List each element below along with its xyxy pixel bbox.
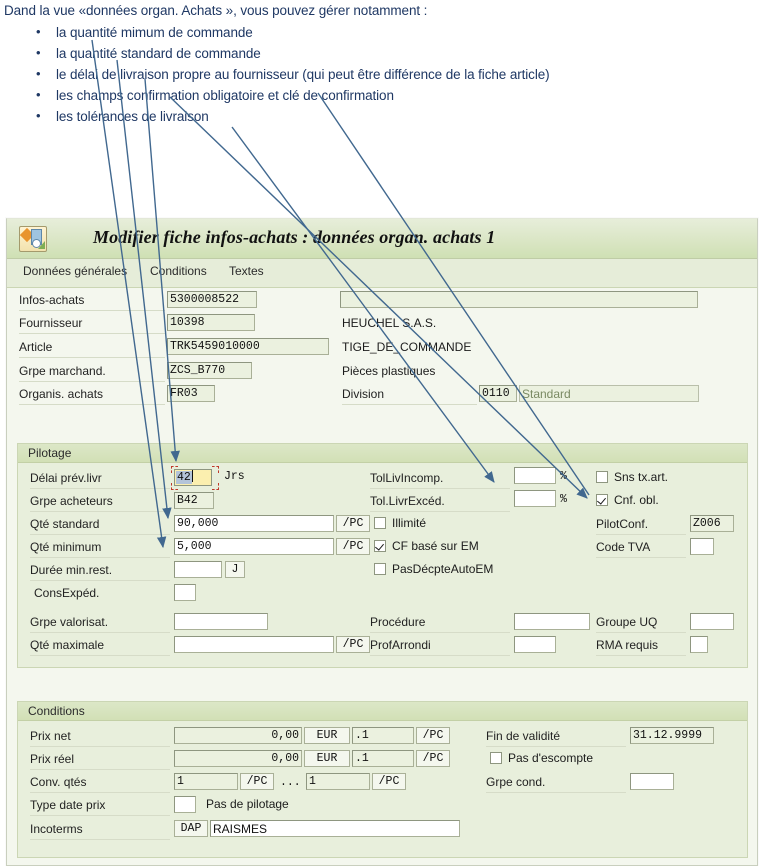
label-grpe-valorisat: Grpe valorisat. [30, 615, 109, 629]
checkbox-illimite[interactable] [374, 517, 386, 529]
label-article: Article [19, 340, 53, 354]
tab-conditions[interactable]: Conditions [150, 264, 207, 278]
input-prix-net-currency[interactable]: EUR [304, 727, 350, 744]
input-qte-maximale[interactable] [174, 636, 334, 653]
checkbox-pas-escompte[interactable] [490, 752, 502, 764]
list-item: • la quantité mimum de commande [0, 23, 768, 44]
tab-bar [7, 259, 757, 288]
label-tol-livr-exced: Tol.LivrExcéd. [370, 494, 445, 508]
input-qte-minimum[interactable]: 5,000 [174, 538, 334, 555]
input-incoterms-place[interactable]: RAISMES [210, 820, 460, 837]
list-item: • les champs confirmation obligatoire et clé de confirmation [0, 86, 768, 107]
unit-tol-livr-exced: % [560, 493, 567, 506]
label-organis-achats: Organis. achats [19, 387, 104, 401]
text-grpe-marchand-desc: Pièces plastiques [342, 364, 436, 378]
unit-prix-reel: /PC [416, 750, 450, 767]
label-duree-min-rest: Durée min.rest. [30, 563, 113, 577]
label-conv-qtes: Conv. qtés [30, 775, 87, 789]
group-pilotage [17, 443, 748, 668]
label-grpe-marchand: Grpe marchand. [19, 364, 106, 378]
group-conditions-title: Conditions [18, 702, 747, 721]
group-conditions [17, 701, 748, 858]
group-pilotage-title: Pilotage [18, 444, 747, 463]
intro-text-block [0, 0, 768, 127]
tab-textes[interactable]: Textes [229, 264, 264, 278]
input-cons-exped[interactable] [174, 584, 196, 601]
label-fournisseur: Fournisseur [19, 316, 83, 330]
input-prof-arrondi[interactable] [514, 636, 556, 653]
input-organis-achats[interactable]: FR03 [167, 385, 215, 402]
label-qte-minimum: Qté minimum [30, 540, 102, 554]
tab-donnees-generales[interactable]: Données générales [23, 264, 128, 278]
label-cf-base-sur-em: CF basé sur EM [392, 539, 479, 553]
label-groupe-uq: Groupe UQ [596, 615, 658, 629]
label-sns-tx-art: Sns tx.art. [614, 470, 669, 484]
label-code-tva: Code TVA [596, 540, 651, 554]
sap-transaction-icon [19, 226, 47, 252]
unit-tol-liv-incomp: % [560, 470, 567, 483]
text-conv-qtes-separator: ... [280, 776, 301, 789]
input-type-date-prix[interactable] [174, 796, 196, 813]
window-title-bar [7, 219, 757, 259]
label-rma-requis: RMA requis [596, 638, 659, 652]
label-prix-net: Prix net [30, 729, 71, 743]
input-conv-qtes-to[interactable]: 1 [306, 773, 370, 790]
label-type-date-prix: Type date prix [30, 798, 106, 812]
unit-qte-maximale: /PC [336, 636, 370, 653]
input-division[interactable]: 0110 [479, 385, 517, 402]
label-cnf-obl: Cnf. obl. [614, 493, 659, 507]
label-prof-arrondi: ProfArrondi [370, 638, 431, 652]
input-division-desc: Standard [519, 385, 699, 402]
unit-conv-qtes-to: /PC [372, 773, 406, 790]
unit-prix-net: /PC [416, 727, 450, 744]
label-division: Division [342, 387, 385, 401]
label-pilot-conf: PilotConf. [596, 517, 649, 531]
label-pas-decpte-auto-em: PasDécpteAutoEM [392, 562, 494, 576]
input-duree-min-rest[interactable] [174, 561, 222, 578]
unit-qte-minimum: /PC [336, 538, 370, 555]
input-delai-prev-livr[interactable] [171, 466, 219, 490]
header-fields-block [7, 288, 757, 412]
input-procedure[interactable] [514, 613, 590, 630]
input-article[interactable]: TRK5459010000 [167, 338, 329, 355]
input-grpe-acheteurs[interactable]: B42 [174, 492, 214, 509]
input-delai-prev-livr-value: 42 [177, 471, 191, 484]
input-fournisseur[interactable]: 10398 [167, 314, 255, 331]
unit-qte-standard: /PC [336, 515, 370, 532]
unit-delai-prev-livr: Jrs [224, 470, 245, 483]
label-pas-escompte: Pas d'escompte [508, 751, 594, 765]
input-code-tva[interactable] [690, 538, 714, 555]
unit-duree-min-rest: J [225, 561, 245, 578]
text-fournisseur-name: HEUCHEL S.A.S. [342, 316, 437, 330]
label-illimite: Illimité [392, 516, 427, 530]
label-procedure: Procédure [370, 615, 426, 629]
checkbox-sns-tx-art[interactable] [596, 471, 608, 483]
label-delai-prev-livr: Délai prév.livr [30, 471, 102, 485]
input-grpe-marchand[interactable]: ZCS_B770 [167, 362, 252, 379]
label-tol-liv-incomp: TolLivIncomp. [370, 471, 444, 485]
input-grpe-valorisat[interactable] [174, 613, 268, 630]
input-prix-net[interactable]: 0,00 [174, 727, 302, 744]
input-infos-achats[interactable]: 5300008522 [167, 291, 257, 308]
checkbox-cf-base-sur-em[interactable] [374, 540, 386, 552]
page-title: Modifier fiche infos-achats : données organ. achats 1 [93, 227, 496, 247]
label-grpe-acheteurs: Grpe acheteurs [30, 494, 113, 508]
input-tol-livr-exced[interactable] [514, 490, 556, 507]
label-qte-standard: Qté standard [30, 517, 100, 531]
list-item: • la quantité standard de commande [0, 44, 768, 65]
label-qte-maximale: Qté maximale [30, 638, 105, 652]
label-grpe-cond: Grpe cond. [486, 775, 546, 789]
input-fin-validite[interactable]: 31.12.9999 [630, 727, 714, 744]
intro-lead: Dand la vue «données organ. Achats », vous pouvez gérer notamment : [4, 3, 428, 18]
text-pas-de-pilotage: Pas de pilotage [206, 797, 289, 811]
label-fin-validite: Fin de validité [486, 729, 561, 743]
sap-window [6, 218, 758, 866]
unit-conv-qtes-from: /PC [240, 773, 274, 790]
input-rma-requis[interactable] [690, 636, 708, 653]
input-qte-standard[interactable]: 90,000 [174, 515, 334, 532]
input-prix-net-per[interactable]: .1 [352, 727, 414, 744]
label-infos-achats: Infos-achats [19, 293, 85, 307]
input-groupe-uq[interactable] [690, 613, 734, 630]
text-article-desc: TIGE_DE_COMMANDE [342, 340, 472, 354]
input-incoterms-code[interactable]: DAP [174, 820, 208, 837]
input-infos-achats-desc[interactable] [340, 291, 698, 308]
input-grpe-cond[interactable] [630, 773, 674, 790]
input-prix-reel[interactable]: 0,00 [174, 750, 302, 767]
intro-bullet-list [0, 23, 768, 128]
list-item: • le délai de livraison propre au fournisseur (qui peut être différence de la fiche article) [0, 65, 768, 86]
input-conv-qtes-from[interactable]: 1 [174, 773, 238, 790]
label-prix-reel: Prix réel [30, 752, 75, 766]
input-pilot-conf[interactable]: Z006 [690, 515, 734, 532]
checkbox-cnf-obl[interactable] [596, 494, 608, 506]
input-prix-reel-per[interactable]: .1 [352, 750, 414, 767]
label-incoterms: Incoterms [30, 822, 83, 836]
checkbox-pas-decpte-auto-em[interactable] [374, 563, 386, 575]
label-cons-exped: ConsExpéd. [34, 586, 100, 600]
list-item: • les tolérances de livraison [0, 107, 768, 128]
input-tol-liv-incomp[interactable] [514, 467, 556, 484]
input-prix-reel-currency[interactable]: EUR [304, 750, 350, 767]
